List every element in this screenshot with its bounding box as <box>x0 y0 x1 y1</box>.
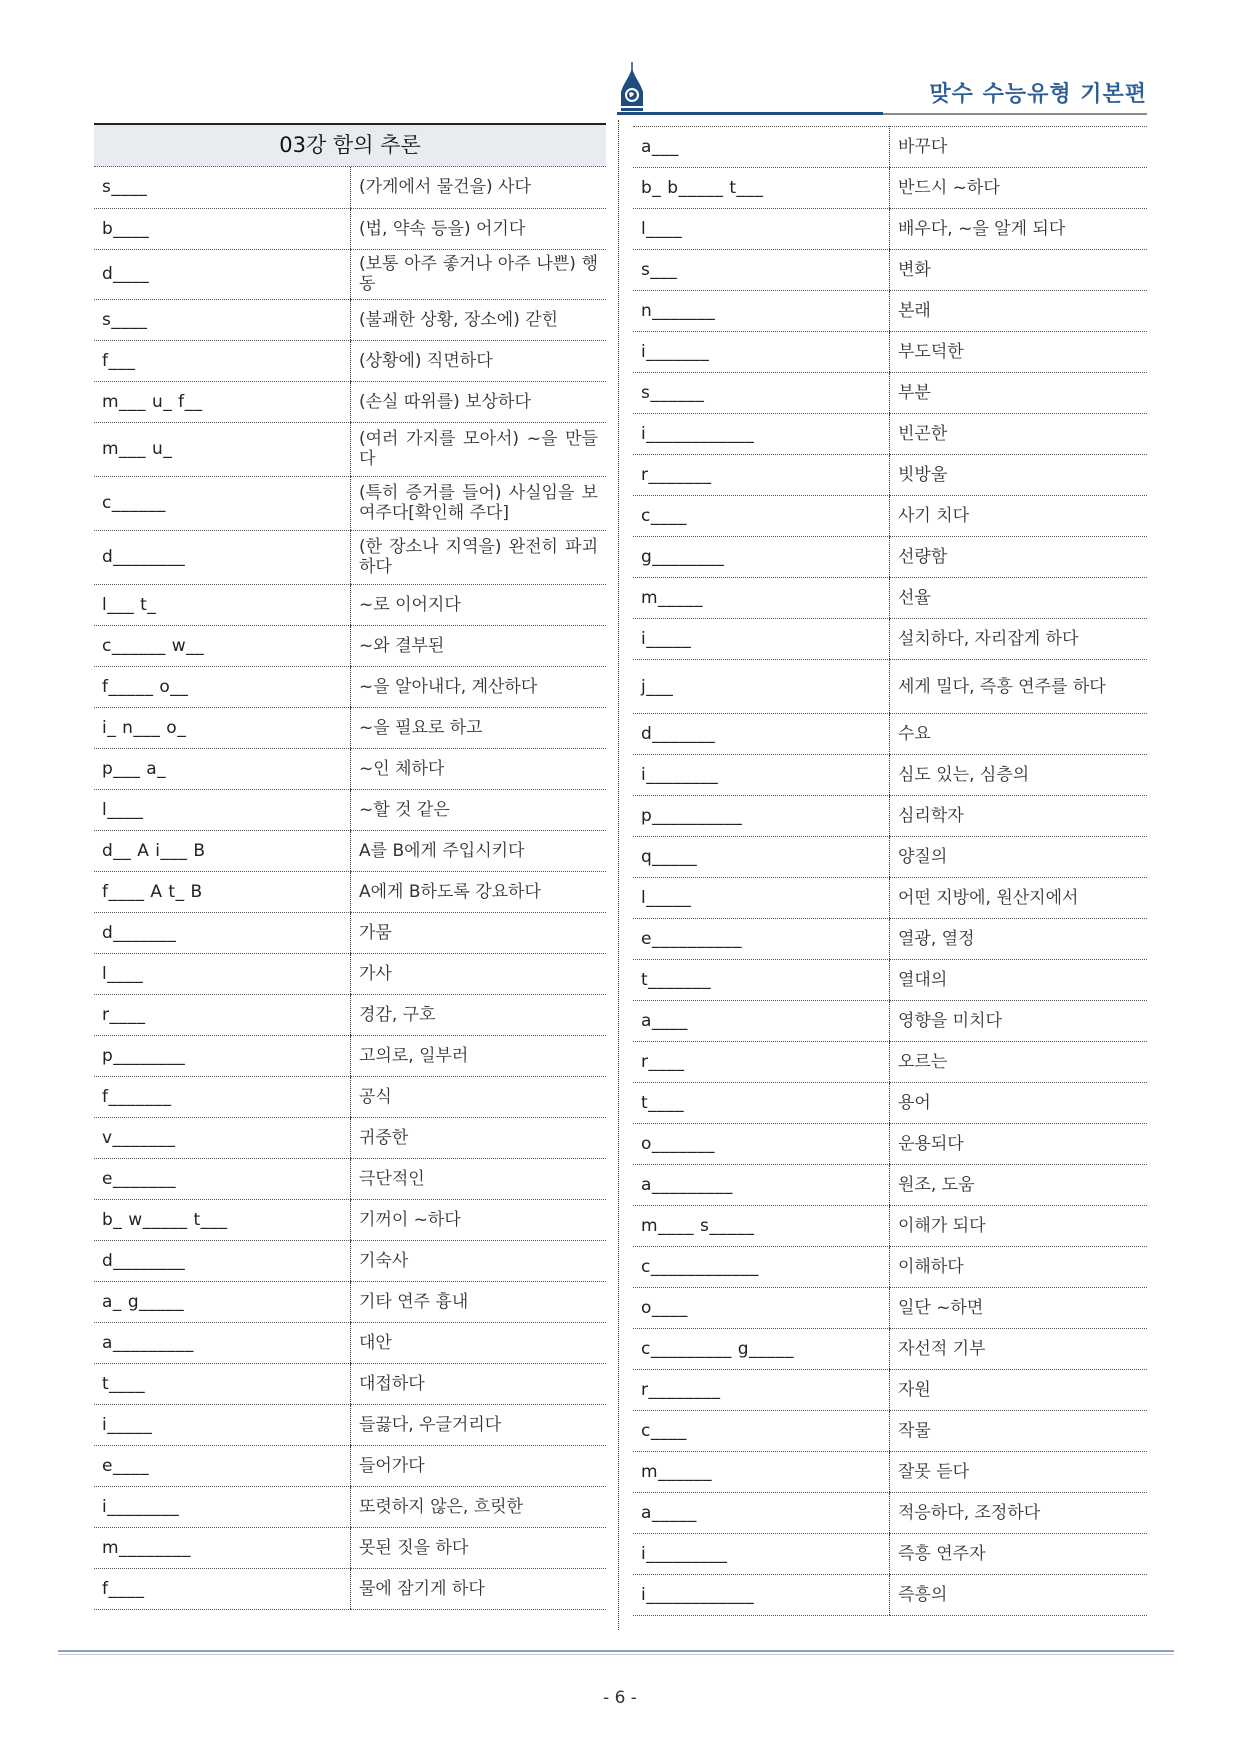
vocab-row <box>94 299 606 340</box>
word-meaning: 기타 연주 흉내 <box>351 1281 607 1322</box>
word-meaning: ~을 알아내다, 계산하다 <box>351 666 607 707</box>
word-blank: a_________ <box>633 1165 890 1206</box>
vocab-row <box>94 1486 606 1527</box>
vocab-row <box>94 912 606 953</box>
word-meaning: A에게 B하도록 강요하다 <box>351 871 607 912</box>
vocab-row <box>94 1568 606 1609</box>
vocab-row <box>633 332 1147 373</box>
word-blank: i_____ <box>633 619 890 660</box>
word-meaning: 가뭄 <box>351 912 607 953</box>
word-blank: f_______ <box>94 1076 351 1117</box>
vocab-row <box>633 455 1147 496</box>
vocab-row <box>633 1042 1147 1083</box>
word-blank: d________ <box>94 530 351 584</box>
word-meaning: ~을 필요로 하고 <box>351 707 607 748</box>
word-blank: l____ <box>94 953 351 994</box>
word-blank: i________ <box>633 755 890 796</box>
vocab-row <box>94 830 606 871</box>
vocab-row <box>633 1001 1147 1042</box>
word-blank: n_______ <box>633 291 890 332</box>
vocab-row <box>633 537 1147 578</box>
word-blank: i____________ <box>633 414 890 455</box>
vocab-row <box>633 1411 1147 1452</box>
word-blank: c____ <box>633 1411 890 1452</box>
word-blank: o_______ <box>633 1124 890 1165</box>
word-meaning: 즉흥의 <box>890 1575 1148 1616</box>
word-blank: o____ <box>633 1288 890 1329</box>
word-blank: c_________ g_____ <box>633 1329 890 1370</box>
word-blank: a___ <box>633 127 890 168</box>
column-divider <box>618 120 619 1630</box>
vocab-row <box>633 714 1147 755</box>
vocab-row <box>633 1493 1147 1534</box>
word-blank: t_______ <box>633 960 890 1001</box>
word-meaning: 못된 짓을 하다 <box>351 1527 607 1568</box>
word-meaning: 어떤 지방에, 원산지에서 <box>890 878 1148 919</box>
word-blank: i_ n___ o_ <box>94 707 351 748</box>
vocab-row <box>94 1158 606 1199</box>
word-meaning: 극단적인 <box>351 1158 607 1199</box>
word-meaning: (상황에) 직면하다 <box>351 340 607 381</box>
word-blank: r____ <box>94 994 351 1035</box>
word-meaning: 영향을 미치다 <box>890 1001 1148 1042</box>
word-blank: d____ <box>94 249 351 299</box>
word-meaning: 이해하다 <box>890 1247 1148 1288</box>
word-blank: p________ <box>94 1035 351 1076</box>
word-meaning: 오르는 <box>890 1042 1148 1083</box>
vocab-row <box>633 291 1147 332</box>
word-meaning: 수요 <box>890 714 1148 755</box>
page-number: - 6 - <box>603 1688 637 1708</box>
footer-divider <box>58 1650 1174 1652</box>
word-blank: l____ <box>94 789 351 830</box>
word-meaning: 가사 <box>351 953 607 994</box>
vocab-row <box>633 414 1147 455</box>
word-meaning: 용어 <box>890 1083 1148 1124</box>
word-meaning: 선율 <box>890 578 1148 619</box>
word-blank: d_______ <box>633 714 890 755</box>
word-blank: s______ <box>633 373 890 414</box>
vocab-row <box>94 476 606 530</box>
word-blank: e_______ <box>94 1158 351 1199</box>
vocab-row <box>94 994 606 1035</box>
word-meaning: 즉흥 연주자 <box>890 1534 1148 1575</box>
vocab-row <box>94 381 606 422</box>
word-meaning: 들어가다 <box>351 1445 607 1486</box>
word-blank: f___ <box>94 340 351 381</box>
word-meaning: (여러 가지를 모아서) ~을 만들다 <box>351 422 607 476</box>
word-meaning: 들끓다, 우글거리다 <box>351 1404 607 1445</box>
vocab-row <box>633 755 1147 796</box>
word-meaning: (보통 아주 좋거나 아주 나쁜) 행동 <box>351 249 607 299</box>
word-meaning: 빈곤한 <box>890 414 1148 455</box>
vocab-row <box>633 837 1147 878</box>
word-meaning: 부도덕한 <box>890 332 1148 373</box>
word-meaning: 물에 잠기게 하다 <box>351 1568 607 1609</box>
vocab-table-right <box>633 126 1147 1616</box>
word-meaning: (법, 약속 등을) 어기다 <box>351 208 607 249</box>
word-blank: f____ A t_ B <box>94 871 351 912</box>
vocab-row <box>633 1083 1147 1124</box>
vocab-row <box>633 1165 1147 1206</box>
vocab-row <box>94 1199 606 1240</box>
vocab-row <box>633 919 1147 960</box>
vocab-row <box>633 250 1147 291</box>
vocab-row <box>633 209 1147 250</box>
vocab-row <box>633 1329 1147 1370</box>
word-blank: a____ <box>633 1001 890 1042</box>
vocab-row <box>633 1288 1147 1329</box>
word-blank: m___ u_ <box>94 422 351 476</box>
word-meaning: 반드시 ~하다 <box>890 168 1148 209</box>
vocab-row <box>94 1404 606 1445</box>
word-blank: t____ <box>94 1363 351 1404</box>
vocab-row <box>94 789 606 830</box>
vocab-row <box>94 1076 606 1117</box>
word-blank: b_ b_____ t___ <box>633 168 890 209</box>
word-blank: d________ <box>94 1240 351 1281</box>
word-meaning: (가게에서 물건을) 사다 <box>351 167 607 208</box>
word-blank: m________ <box>94 1527 351 1568</box>
word-blank: r____ <box>633 1042 890 1083</box>
vocab-row <box>94 584 606 625</box>
vocab-row <box>94 1240 606 1281</box>
vocab-row <box>94 340 606 381</box>
vocab-row <box>94 707 606 748</box>
word-meaning: 원조, 도움 <box>890 1165 1148 1206</box>
word-blank: p___ a_ <box>94 748 351 789</box>
word-meaning: 열광, 열정 <box>890 919 1148 960</box>
vocab-row <box>633 1575 1147 1616</box>
vocab-row <box>633 578 1147 619</box>
vocab-row <box>94 871 606 912</box>
word-blank: i_____ <box>94 1404 351 1445</box>
word-blank: g________ <box>633 537 890 578</box>
word-meaning: 잘못 듣다 <box>890 1452 1148 1493</box>
vocab-column-left <box>94 123 606 1610</box>
word-meaning: 고의로, 일부러 <box>351 1035 607 1076</box>
word-blank: j___ <box>633 660 890 714</box>
vocab-row <box>94 422 606 476</box>
word-meaning: ~할 것 같은 <box>351 789 607 830</box>
word-meaning: 배우다, ~을 알게 되다 <box>890 209 1148 250</box>
word-meaning: 작물 <box>890 1411 1148 1452</box>
vocab-row <box>633 796 1147 837</box>
vocab-row <box>633 1452 1147 1493</box>
vocab-row <box>633 619 1147 660</box>
word-meaning: 기꺼이 ~하다 <box>351 1199 607 1240</box>
vocab-row <box>633 127 1147 168</box>
header-divider-gray <box>883 113 1147 115</box>
word-blank: b_ w_____ t___ <box>94 1199 351 1240</box>
word-meaning: 귀중한 <box>351 1117 607 1158</box>
word-blank: i_________ <box>633 1534 890 1575</box>
vocab-row <box>94 167 606 208</box>
word-meaning: (손실 따위를) 보상하다 <box>351 381 607 422</box>
vocab-row <box>94 1322 606 1363</box>
vocab-row <box>94 1117 606 1158</box>
word-meaning: 심리학자 <box>890 796 1148 837</box>
word-blank: t____ <box>633 1083 890 1124</box>
vocab-row <box>633 878 1147 919</box>
word-meaning: 부분 <box>890 373 1148 414</box>
word-meaning: ~로 이어지다 <box>351 584 607 625</box>
word-blank: r_______ <box>633 455 890 496</box>
vocab-row <box>94 530 606 584</box>
vocab-row <box>633 1534 1147 1575</box>
word-meaning: 운용되다 <box>890 1124 1148 1165</box>
vocab-row <box>94 249 606 299</box>
word-meaning: 적응하다, 조정하다 <box>890 1493 1148 1534</box>
word-blank: c____________ <box>633 1247 890 1288</box>
word-blank: r________ <box>633 1370 890 1411</box>
vocab-row <box>94 1363 606 1404</box>
word-meaning: 심도 있는, 심층의 <box>890 755 1148 796</box>
word-blank: s____ <box>94 167 351 208</box>
word-blank: i____________ <box>633 1575 890 1616</box>
word-meaning: 본래 <box>890 291 1148 332</box>
word-blank: b____ <box>94 208 351 249</box>
word-blank: d__ A i___ B <box>94 830 351 871</box>
word-meaning: 이해가 되다 <box>890 1206 1148 1247</box>
word-blank: m____ s_____ <box>633 1206 890 1247</box>
word-blank: i_______ <box>633 332 890 373</box>
word-meaning: ~인 체하다 <box>351 748 607 789</box>
page-header <box>617 60 1147 118</box>
word-meaning: (한 장소나 지역을) 완전히 파괴하다 <box>351 530 607 584</box>
vocab-row <box>94 208 606 249</box>
word-blank: l____ <box>633 209 890 250</box>
word-blank: c______ w__ <box>94 625 351 666</box>
word-blank: m___ u_ f__ <box>94 381 351 422</box>
word-blank: l_____ <box>633 878 890 919</box>
word-blank: c____ <box>633 496 890 537</box>
word-blank: a_________ <box>94 1322 351 1363</box>
header-divider <box>617 112 883 115</box>
word-blank: f_____ o__ <box>94 666 351 707</box>
word-meaning: 바꾸다 <box>890 127 1148 168</box>
word-meaning: 기숙사 <box>351 1240 607 1281</box>
word-blank: m______ <box>633 1452 890 1493</box>
vocab-row <box>94 1527 606 1568</box>
word-blank: d_______ <box>94 912 351 953</box>
vocab-row <box>94 625 606 666</box>
word-blank: m_____ <box>633 578 890 619</box>
vocab-column-right <box>633 126 1147 1616</box>
vocab-row <box>94 1281 606 1322</box>
pen-nib-globe-icon <box>617 60 647 116</box>
word-blank: e__________ <box>633 919 890 960</box>
word-blank: a_____ <box>633 1493 890 1534</box>
vocab-row <box>633 1247 1147 1288</box>
word-meaning: 또렷하지 않은, 흐릿한 <box>351 1486 607 1527</box>
word-blank: f____ <box>94 1568 351 1609</box>
word-meaning: A를 B에게 주입시키다 <box>351 830 607 871</box>
word-meaning: 자선적 기부 <box>890 1329 1148 1370</box>
word-meaning: 양질의 <box>890 837 1148 878</box>
vocab-row <box>94 953 606 994</box>
vocab-row <box>633 1206 1147 1247</box>
vocab-row <box>633 1124 1147 1165</box>
word-meaning: 설치하다, 자리잡게 하다 <box>890 619 1148 660</box>
vocab-row <box>633 660 1147 714</box>
vocab-row <box>94 748 606 789</box>
word-meaning: 일단 ~하면 <box>890 1288 1148 1329</box>
word-meaning: 사기 치다 <box>890 496 1148 537</box>
vocab-row <box>94 1445 606 1486</box>
word-meaning: 경감, 구호 <box>351 994 607 1035</box>
word-meaning: 열대의 <box>890 960 1148 1001</box>
word-blank: q_____ <box>633 837 890 878</box>
word-blank: e____ <box>94 1445 351 1486</box>
book-title: 맞수 수능유형 기본편 <box>929 82 1147 107</box>
word-meaning: 대안 <box>351 1322 607 1363</box>
vocab-row <box>633 496 1147 537</box>
word-blank: l___ t_ <box>94 584 351 625</box>
word-blank: i________ <box>94 1486 351 1527</box>
vocab-row <box>633 373 1147 414</box>
vocab-table-left <box>94 167 606 1610</box>
word-blank: s____ <box>94 299 351 340</box>
chapter-title: 03강 함의 추론 <box>94 123 606 167</box>
vocab-row <box>633 960 1147 1001</box>
word-meaning: 대접하다 <box>351 1363 607 1404</box>
vocab-row <box>633 1370 1147 1411</box>
word-blank: a_ g_____ <box>94 1281 351 1322</box>
word-meaning: ~와 결부된 <box>351 625 607 666</box>
word-meaning: (특히 증거를 들어) 사실임을 보여주다[확인해 주다] <box>351 476 607 530</box>
vocab-row <box>94 666 606 707</box>
vocab-row <box>633 168 1147 209</box>
footer-divider-light <box>58 1654 1174 1655</box>
word-meaning: (불괘한 상황, 장소에) 갇힌 <box>351 299 607 340</box>
word-meaning: 자원 <box>890 1370 1148 1411</box>
word-blank: v_______ <box>94 1117 351 1158</box>
word-blank: p__________ <box>633 796 890 837</box>
vocab-row <box>94 1035 606 1076</box>
word-meaning: 빗방울 <box>890 455 1148 496</box>
word-meaning: 공식 <box>351 1076 607 1117</box>
word-meaning: 변화 <box>890 250 1148 291</box>
word-blank: s___ <box>633 250 890 291</box>
word-meaning: 세게 밀다, 즉흥 연주를 하다 <box>890 660 1148 714</box>
word-meaning: 선량함 <box>890 537 1148 578</box>
word-blank: c______ <box>94 476 351 530</box>
